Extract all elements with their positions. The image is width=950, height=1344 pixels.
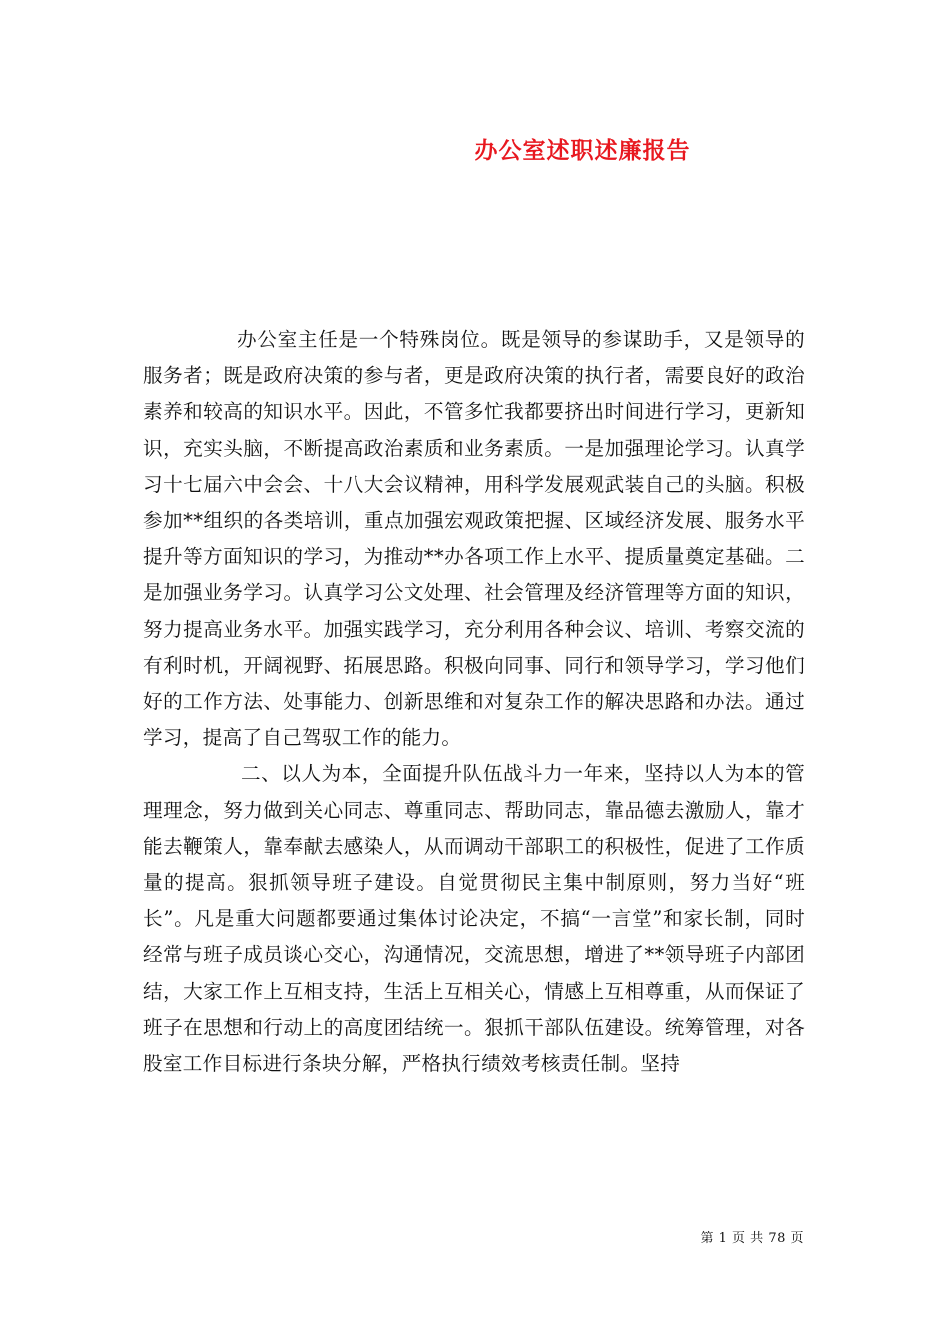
page-number: 第 1 页 共 78 页 [700,1231,804,1246]
paragraph-1: 办公室主任是一个特殊岗位。既是领导的参谋助手，又是领导的服务者；既是政府决策的参与者，更是政府决策的执行者，需要良好的政治素养和较高的知识水平。因此，不管多忙我都要挤出时间进行学习，更新知识，充实头脑，不断提高政治素质和业务素质。一是加强理论学习。认真学习十七届六中会会、十八大会议精神，用科学发展观武装自己的头脑。积极参加**组织的各类培训，重点加强宏观政策把握、区域经济发展、服务水平提升等方面知识的学习，为推动**办各项工作上水平、提质量奠定基础。二是加强业务学习。认真学习公文处理、社会管理及经济管理等方面的知识，努力提高业务水平。加强实践学习，充分利用各种会议、培训、考察交流的有利时机，开阔视野、拓展思路。积极向同事、同行和领导学习，学习他们好的工作方法、处事能力、创新思维和对复杂工作的解决思路和办法。通过学习，提高了自己驾驭工作的能力。 [143,328,805,750]
document-title: 办公室述职述廉报告 [474,137,691,164]
document-body [143,322,805,1082]
paragraph-2: 二、以人为本，全面提升队伍战斗力一年来，坚持以人为本的管理理念，努力做到关心同志、尊重同志、帮助同志，靠品德去激励人，靠才能去鞭策人，靠奉献去感染人，从而调动干部职工的积极性，促进了工作质量的提高。狠抓领导班子建设。自觉贯彻民主集中制原则，努力当好“班长”。凡是重大问题都要通过集体讨论决定，不搞“一言堂”和家长制，同时经常与班子成员谈心交心，沟通情况，交流思想，增进了**领导班子内部团结，大家工作上互相支持，生活上互相关心，情感上互相尊重，从而保证了班子在思想和行动上的高度团结统一。狠抓干部队伍建设。统筹管理，对各股室工作目标进行条块分解，严格执行绩效考核责任制。坚持 [143,762,805,1076]
